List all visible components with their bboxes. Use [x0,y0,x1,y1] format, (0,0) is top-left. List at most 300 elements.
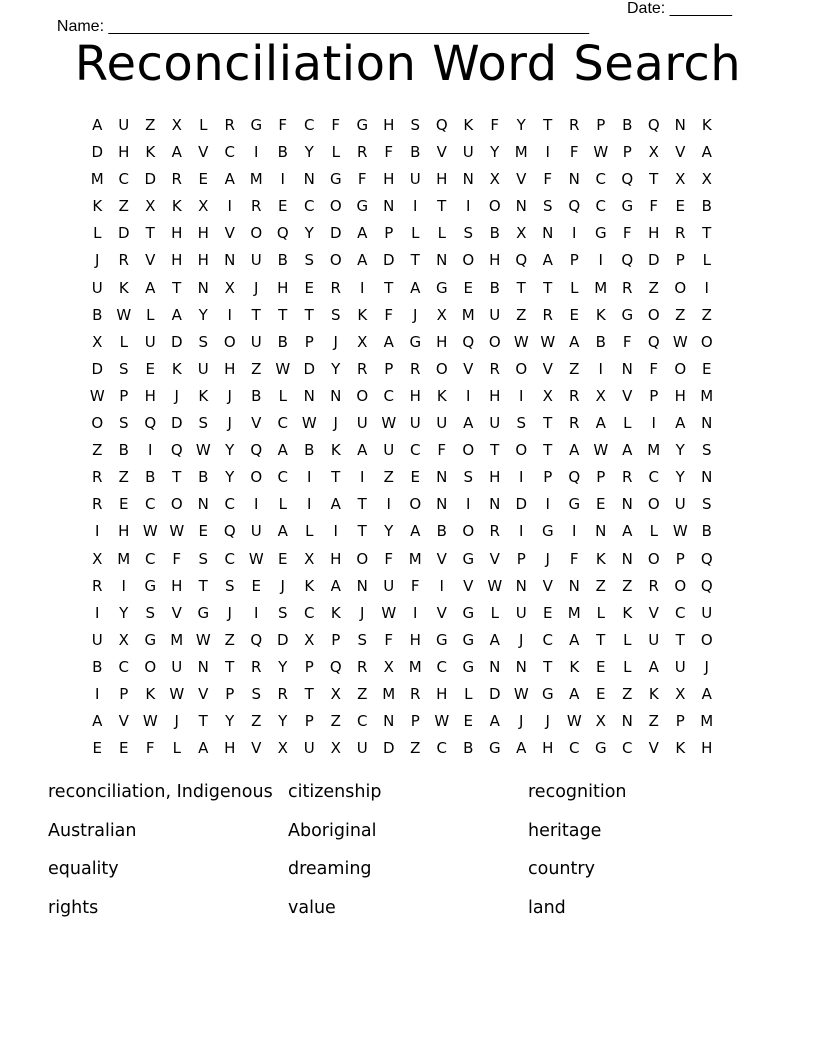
grid-letter: X [330,684,341,703]
grid-letter: X [92,549,103,568]
grid-letter: N [515,197,527,216]
grid-letter: O [674,359,687,378]
grid-letter: N [436,495,448,514]
grid-letter: N [489,657,501,676]
grid-letter: P [675,549,685,568]
grid-letter: W [248,549,264,568]
grid-letter: P [119,386,129,405]
grid-letter: P [225,684,235,703]
grid-letter: N [224,251,236,270]
grid-letter: W [142,522,158,541]
grid-letter: C [304,116,315,134]
grid-letter: U [197,359,209,378]
grid-letter: N [595,522,607,541]
grid-letter: J [519,630,524,649]
grid-letter: I [545,495,550,514]
grid-letter: Z [251,712,262,731]
grid-letter: U [648,630,660,649]
grid-letter: C [436,739,447,758]
grid-letter: L [331,143,340,162]
grid-letter: H [224,359,236,378]
grid-letter: G [250,116,263,134]
grid-letter: T [543,278,553,297]
grid-letter: P [543,468,553,487]
grid-letter: Q [144,414,157,433]
grid-letter: Y [516,116,526,134]
grid-letter: Z [92,441,103,460]
grid-letter: J [333,332,338,351]
grid-letter: O [250,224,263,243]
grid-letter: K [675,739,686,758]
grid-letter: R [542,305,553,324]
grid-letter: V [251,414,262,433]
grid-letter: I [280,170,285,189]
grid-letter: R [357,359,368,378]
grid-letter: N [568,170,580,189]
grid-letter: Q [700,576,713,595]
grid-letter: L [278,386,287,405]
grid-letter: T [304,305,314,324]
grid-letter: V [251,739,262,758]
grid-letter: S [701,441,712,460]
grid-letter: S [542,197,553,216]
grid-letter: N [383,712,395,731]
word-list-item: land [528,897,566,918]
grid-letter: U [250,522,262,541]
grid-letter: T [410,251,420,270]
grid-letter: W [593,441,609,460]
grid-letter: F [357,170,367,189]
grid-letter: F [569,143,579,162]
grid-letter: I [572,224,577,243]
grid-letter: O [435,359,448,378]
grid-letter: Y [304,143,314,162]
grid-letter: X [516,224,527,243]
grid-letter: K [330,603,341,622]
grid-letter: I [386,495,391,514]
grid-letter: D [303,359,316,378]
grid-letter: M [647,441,661,460]
grid-letter: I [254,495,259,514]
grid-letter: K [701,116,712,134]
grid-letter: I [439,576,444,595]
grid-letter: Y [225,441,235,460]
grid-letter: F [649,197,659,216]
word-list-item: Aboriginal [288,820,377,841]
grid-letter: A [171,143,182,162]
grid-letter: B [198,468,209,487]
grid-letter: S [198,414,209,433]
grid-letter: M [700,712,714,731]
grid-letter: E [278,549,288,568]
grid-letter: X [118,630,129,649]
grid-letter: A [489,712,500,731]
grid-letter: Q [700,549,713,568]
grid-letter: H [197,224,209,243]
grid-letter: A [330,576,341,595]
grid-letter: W [116,305,132,324]
grid-letter: H [224,739,236,758]
grid-letter: W [89,386,105,405]
grid-letter: K [171,197,182,216]
grid-letter: R [489,522,500,541]
grid-letter: R [92,468,103,487]
grid-letter: I [307,468,312,487]
grid-letter: K [145,143,156,162]
grid-letter: I [95,684,100,703]
grid-letter: W [672,522,688,541]
grid-letter: R [251,197,262,216]
grid-letter: L [172,739,181,758]
grid-letter: H [277,278,289,297]
grid-letter: L [305,522,314,541]
grid-letter: C [622,739,633,758]
grid-letter: H [383,170,395,189]
grid-letter: O [329,197,342,216]
grid-letter: R [357,143,368,162]
grid-letter: C [277,414,288,433]
grid-letter: Z [622,684,633,703]
grid-letter: A [198,739,209,758]
grid-letter: J [545,712,550,731]
grid-letter: C [145,495,156,514]
grid-letter: S [304,251,315,270]
word-list [48,777,768,931]
grid-letter: B [277,332,288,351]
grid-letter: E [304,278,314,297]
grid-letter: X [701,170,712,189]
grid-letter: O [144,657,157,676]
grid-letter: H [197,251,209,270]
grid-letter: Z [410,739,421,758]
grid-letter: Z [701,305,712,324]
grid-letter: T [331,468,341,487]
grid-letter: H [409,386,421,405]
grid-letter: A [489,630,500,649]
grid-letter: W [513,684,529,703]
grid-letter: K [357,305,368,324]
grid-letter: U [118,116,130,134]
grid-letter: X [304,630,315,649]
grid-letter: N [197,495,209,514]
grid-letter: K [595,305,606,324]
grid-letter: G [462,549,475,568]
grid-letter: W [301,414,317,433]
grid-letter: P [649,386,659,405]
grid-letter: I [466,495,471,514]
grid-letter: Q [647,332,660,351]
grid-letter: F [410,576,420,595]
grid-letter: I [572,522,577,541]
grid-letter: B [92,305,103,324]
grid-letter: V [224,224,235,243]
grid-letter: T [198,576,208,595]
grid-letter: K [595,549,606,568]
grid-letter: L [464,684,473,703]
grid-letter: S [251,684,262,703]
grid-letter: L [93,224,102,243]
grid-letter: C [410,441,421,460]
grid-letter: T [516,278,526,297]
grid-letter: J [519,712,524,731]
grid-letter: E [198,522,208,541]
grid-letter: J [227,414,232,433]
grid-letter: D [170,414,183,433]
grid-letter: O [91,414,104,433]
grid-letter: Z [118,468,129,487]
grid-letter: V [648,603,659,622]
grid-letter: U [674,657,686,676]
grid-letter: I [466,197,471,216]
grid-letter: P [569,251,579,270]
grid-letter: O [647,495,660,514]
grid-letter: A [569,684,580,703]
grid-letter: T [543,657,553,676]
grid-letter: Q [621,170,634,189]
grid-letter: W [540,332,556,351]
grid-letter: U [701,603,713,622]
word-list-item: rights [48,897,99,918]
grid-letter: R [622,468,633,487]
grid-letter: P [596,116,606,134]
grid-letter: Z [251,359,262,378]
grid-letter: C [542,630,553,649]
grid-letter: E [596,495,606,514]
grid-letter: D [329,224,342,243]
grid-letter: A [224,170,235,189]
grid-letter: P [596,468,606,487]
grid-letter: G [356,197,369,216]
grid-letter: X [648,143,659,162]
grid-letter: U [383,441,395,460]
grid-letter: M [408,549,422,568]
grid-letter: X [489,170,500,189]
grid-letter: T [384,278,394,297]
grid-letter: F [490,116,500,134]
grid-letter: I [95,603,100,622]
grid-letter: J [360,603,365,622]
grid-letter: G [435,278,448,297]
grid-letter: H [436,170,448,189]
grid-letter: W [381,414,397,433]
grid-letter: A [277,522,288,541]
grid-letter: B [251,386,262,405]
grid-letter: S [410,116,421,134]
grid-letter: Z [569,359,580,378]
grid-letter: S [118,359,129,378]
grid-letter: H [542,739,554,758]
grid-letter: T [543,414,553,433]
grid-letter: S [198,332,209,351]
grid-letter: O [329,251,342,270]
grid-letter: O [674,278,687,297]
grid-letter: G [356,116,369,134]
grid-letter: L [411,224,420,243]
grid-letter: E [569,305,579,324]
grid-letter: T [543,116,553,134]
grid-letter: N [542,224,554,243]
grid-letter: X [595,712,606,731]
grid-letter: M [249,170,263,189]
grid-letter: O [647,549,660,568]
grid-letter: U [489,414,501,433]
grid-letter: A [171,305,182,324]
grid-letter: U [250,251,262,270]
grid-letter: J [227,603,232,622]
grid-letter: N [356,576,368,595]
grid-letter: N [436,468,448,487]
grid-letter: K [648,684,659,703]
grid-letter: I [413,197,418,216]
grid-letter: H [118,522,130,541]
grid-letter: H [144,386,156,405]
grid-letter: A [569,332,580,351]
grid-letter: P [675,251,685,270]
grid-letter: A [622,441,633,460]
grid-letter: L [490,603,499,622]
grid-letter: C [569,739,580,758]
grid-letter: N [383,197,395,216]
grid-letter: A [357,224,368,243]
grid-letter: Q [250,630,263,649]
grid-letter: C [383,386,394,405]
grid-letter: B [595,332,606,351]
grid-letter: E [702,359,712,378]
grid-letter: I [519,522,524,541]
date-field-label: Date: _______ [627,0,732,17]
grid-letter: Q [568,197,581,216]
grid-letter: P [622,143,632,162]
grid-letter: T [172,278,182,297]
grid-letter: D [647,251,660,270]
grid-letter: T [357,522,367,541]
grid-letter: A [701,143,712,162]
grid-letter: V [542,359,553,378]
grid-letter: W [672,332,688,351]
grid-letter: M [382,684,396,703]
grid-letter: I [227,305,232,324]
grid-letter: I [519,468,524,487]
grid-letter: R [489,359,500,378]
grid-letter: W [381,603,397,622]
grid-letter: W [195,441,211,460]
grid-letter: G [462,603,475,622]
grid-letter: F [145,739,155,758]
grid-letter: R [330,278,341,297]
grid-letter: Q [170,441,183,460]
grid-letter: N [303,386,315,405]
grid-letter: F [543,170,553,189]
grid-letter: A [357,441,368,460]
grid-letter: Q [250,441,263,460]
grid-letter: V [436,603,447,622]
grid-letter: A [701,684,712,703]
grid-letter: S [357,630,368,649]
grid-letter: I [227,197,232,216]
grid-letter: I [651,414,656,433]
grid-letter: W [169,522,185,541]
grid-letter: B [277,251,288,270]
grid-letter: H [674,386,686,405]
grid-letter: D [117,224,130,243]
grid-letter: R [357,657,368,676]
grid-letter: F [331,116,341,134]
grid-letter: X [224,278,235,297]
grid-letter: R [171,170,182,189]
grid-letter: N [701,414,713,433]
grid-letter: X [330,739,341,758]
grid-letter: H [171,251,183,270]
grid-letter: I [148,441,153,460]
grid-letter: W [434,712,450,731]
grid-letter: Z [516,305,527,324]
grid-letter: L [623,630,632,649]
grid-letter: D [91,143,104,162]
grid-letter: Q [329,657,342,676]
grid-letter: Y [490,143,500,162]
grid-letter: B [463,739,474,758]
grid-letter: W [195,630,211,649]
grid-letter: S [198,549,209,568]
grid-letter: R [410,684,421,703]
grid-letter: M [514,143,528,162]
grid-letter: I [413,603,418,622]
grid-letter: Y [225,712,235,731]
grid-letter: X [277,739,288,758]
grid-letter: J [227,386,232,405]
grid-letter: O [409,495,422,514]
grid-letter: D [170,332,183,351]
grid-letter: O [515,359,528,378]
grid-letter: K [622,603,633,622]
grid-letter: Z [675,305,686,324]
letter-grid [84,112,720,762]
grid-letter: E [198,170,208,189]
grid-letter: K [436,386,447,405]
grid-letter: G [197,603,210,622]
grid-letter: X [198,197,209,216]
grid-letter: U [489,305,501,324]
grid-letter: O [170,495,183,514]
grid-letter: D [515,495,528,514]
grid-letter: G [435,630,448,649]
grid-letter: H [330,549,342,568]
grid-letter: R [118,251,129,270]
grid-letter: C [224,143,235,162]
grid-letter: G [568,495,581,514]
grid-letter: T [437,197,447,216]
grid-letter: N [621,712,633,731]
grid-letter: I [254,603,259,622]
grid-letter: Z [330,712,341,731]
grid-letter: X [304,549,315,568]
grid-letter: D [382,739,395,758]
grid-letter: A [648,657,659,676]
grid-letter: T [702,224,712,243]
grid-letter: D [91,359,104,378]
grid-letter: E [119,495,129,514]
grid-letter: P [675,712,685,731]
grid-letter: J [280,576,285,595]
grid-letter: W [566,712,582,731]
grid-letter: J [174,386,179,405]
grid-letter: B [410,143,421,162]
grid-letter: J [174,712,179,731]
grid-letter: H [701,739,713,758]
grid-letter: R [92,576,103,595]
grid-letter: M [700,386,714,405]
grid-letter: L [570,278,579,297]
